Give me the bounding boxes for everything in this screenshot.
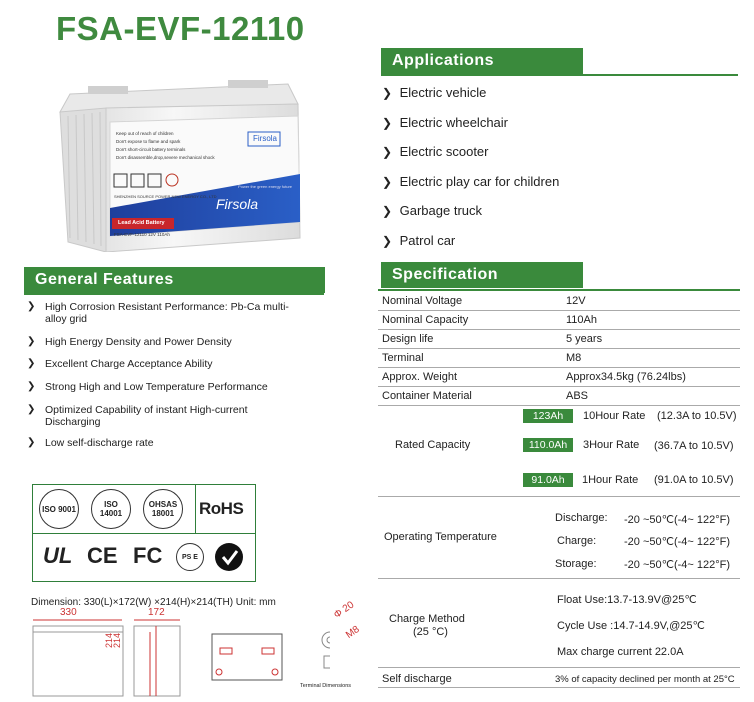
warning-line: Keep out of reach of children [116, 131, 174, 136]
chevron-right-icon: ❯ [382, 86, 393, 100]
divider [378, 496, 740, 497]
spec-row: Approx. Weight Approx34.5kg (76.24lbs) [378, 368, 740, 387]
chevron-right-icon: ❯ [27, 358, 36, 369]
spec-row: Nominal Capacity 110Ah [378, 311, 740, 330]
battery-brand-small: Firsola [253, 134, 278, 143]
charge-method-label: Charge Method [389, 613, 465, 625]
battery-type: Lead Acid Battery [118, 220, 165, 226]
dimension-text: Dimension: 330(L)×172(W) ×214(H)×214(TH) Unit: mm [31, 597, 276, 608]
warning-line: Don't expose to flame and spark [116, 139, 181, 144]
feature-item: ❯ Strong High and Low Temperature Performance [27, 381, 268, 393]
divider [195, 485, 196, 533]
feature-item: ❯ High Corrosion Resistant Performance: Pb-Ca multi-alloy grid [27, 301, 289, 325]
chevron-right-icon: ❯ [27, 336, 36, 347]
capacity-badge: 123Ah [523, 409, 573, 423]
battery-image [48, 66, 310, 252]
dim-length: 330 [60, 607, 77, 618]
warning-line: Don't disassemble,drop,severe mechanical shock [116, 155, 215, 160]
charge-method-sublabel: (25 °C) [413, 626, 448, 638]
application-item: ❯ Electric wheelchair [382, 115, 508, 130]
application-item: ❯ Patrol car [382, 233, 456, 248]
dim-height: 214 [104, 632, 114, 648]
chevron-right-icon: ❯ [382, 234, 393, 248]
divider [381, 74, 738, 76]
temp-value: -20 ~50℃(-4~ 122°F) [624, 514, 731, 526]
application-item: ❯ Electric vehicle [382, 85, 487, 100]
feature-item: ❯ Optimized Capability of instant High-current Discharging [27, 404, 248, 428]
chevron-right-icon: ❯ [382, 116, 393, 130]
certifications-box [32, 484, 256, 582]
chevron-right-icon: ❯ [27, 404, 36, 415]
chevron-right-icon: ❯ [27, 301, 36, 312]
rated-capacity-label: Rated Capacity [395, 439, 471, 451]
capacity-rate: 3Hour Rate [583, 439, 640, 451]
divider [378, 289, 740, 291]
application-item: ❯ Electric scooter [382, 144, 489, 159]
charge-row: Cycle Use :14.7-14.9V,@25℃ [557, 620, 705, 632]
temp-value: -20 ~50℃(-4~ 122°F) [624, 559, 731, 571]
charge-row: Max charge current 22.0A [557, 646, 684, 658]
capacity-badge: 110.0Ah [523, 438, 573, 452]
temp-key: Charge: [557, 535, 597, 547]
applications-heading: Applications [381, 48, 583, 74]
warning-line: Don't short-circuit battery terminals [116, 147, 186, 152]
capacity-rate: 10Hour Rate [583, 410, 646, 422]
chevron-right-icon: ❯ [382, 175, 393, 189]
capacity-rate: 1Hour Rate [582, 474, 639, 486]
chevron-right-icon: ❯ [27, 381, 36, 392]
application-item: ❯ Garbage truck [382, 203, 482, 218]
rohs-logo: RoHS [199, 499, 244, 518]
feature-item: ❯ High Energy Density and Power Density [27, 336, 232, 348]
feature-item: ❯ Low self-discharge rate [27, 437, 154, 449]
spec-row: Design life 5 years [378, 330, 740, 349]
application-item: ❯ Electric play car for children [382, 174, 560, 189]
chevron-right-icon: ❯ [382, 204, 393, 218]
ul-logo: UL [43, 543, 73, 568]
dim-width: 172 [148, 607, 165, 618]
temp-key: Discharge: [555, 512, 608, 524]
divider [378, 687, 740, 688]
bolt-diameter: Φ 20 [332, 599, 357, 622]
dimension-drawing [30, 618, 330, 698]
c-tick-icon [213, 541, 245, 578]
chevron-right-icon: ❯ [382, 145, 393, 159]
temp-key: Storage: [555, 558, 597, 570]
spec-row: Terminal M8 [378, 349, 740, 368]
iso9001-badge: ISO 9001 [39, 489, 79, 529]
battery-maker: SHENZHEN SOURCE POWER NEW ENERGY CO., LTD [114, 194, 217, 199]
fc-logo: FC [133, 543, 163, 568]
divider [24, 293, 324, 295]
battery-model-line: FSA-EVF-12110 12V 110Ah [114, 232, 170, 237]
capacity-badge: 91.0Ah [523, 473, 573, 487]
spec-row: Nominal Voltage 12V [378, 292, 740, 311]
ce-logo: CE [87, 543, 118, 568]
battery-tagline: Power the green energy future [238, 184, 293, 189]
capacity-condition: (91.0A to 10.5V) [654, 474, 734, 486]
operating-temperature-label: Operating Temperature [384, 531, 497, 543]
battery-brand-large: Firsola [216, 196, 259, 212]
feature-item: ❯ Excellent Charge Acceptance Ability [27, 358, 213, 370]
capacity-condition: (12.3A to 10.5V) [657, 410, 737, 422]
iso14001-badge: ISO 14001 [91, 489, 131, 529]
divider [378, 667, 740, 668]
features-heading: General Features [24, 267, 325, 293]
specification-heading: Specification [381, 262, 583, 288]
charge-row: Float Use:13.7-13.9V@25℃ [557, 594, 697, 606]
chevron-right-icon: ❯ [27, 437, 36, 448]
capacity-condition: (36.7A to 10.5V) [654, 440, 734, 452]
spec-row: Container Material ABS [378, 387, 740, 406]
dim-total-height: 214 [112, 632, 122, 648]
bolt-size: M8 [344, 624, 362, 642]
terminal-caption: Terminal Dimensions [300, 683, 352, 689]
divider [378, 578, 740, 579]
self-discharge-value: 3% of capacity declined per month at 25°C [555, 674, 735, 685]
pse-logo: PS E [176, 543, 204, 571]
product-title: FSA-EVF-12110 [56, 10, 305, 47]
temp-value: -20 ~50℃(-4~ 122°F) [624, 536, 731, 548]
divider [33, 533, 255, 534]
ohsas-badge: OHSAS 18001 [143, 489, 183, 529]
self-discharge-label: Self discharge [382, 673, 452, 685]
